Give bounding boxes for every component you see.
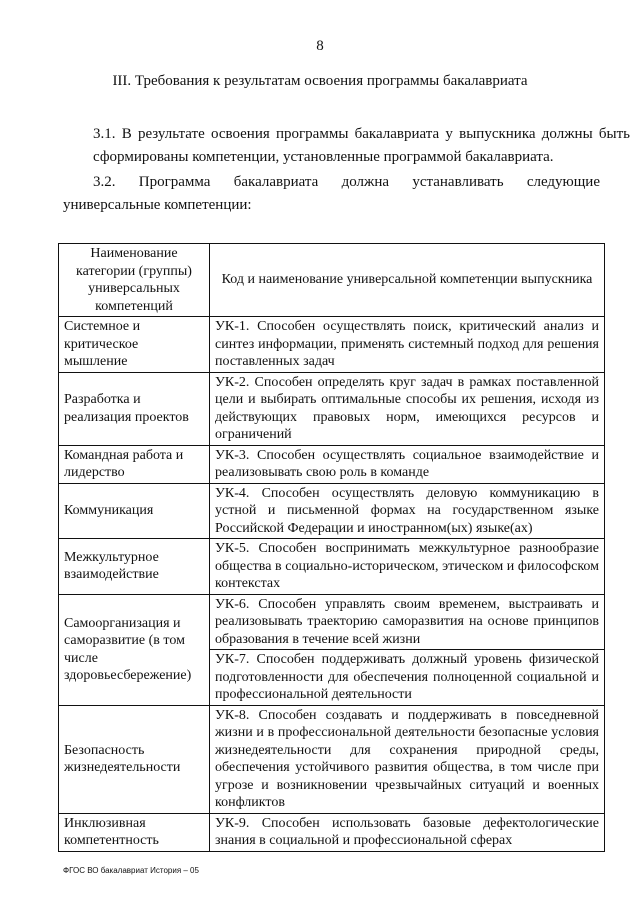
p32-word: устанавливать [412,174,504,190]
header-category: Наименование категории (группы) универсальных компетенций [59,244,210,317]
competence-cell: УК-8. Способен создавать и поддерживать в повседневной жизни и в профессиональной деятельности безопасные условия жизнедеятельности для сохранения природной среды, обеспечения устойчивого развития общества, в том числе при угрозе и возникновении чрезвычайных ситуаций и военных конфликтов [210,705,605,813]
category-cell: Безопасность жизнедеятельности [59,705,210,813]
p32-word: 3.2. [93,174,116,190]
table-row [59,317,605,373]
header-code: Код и наименование универсальной компетенции выпускника [210,244,605,317]
table-row [59,445,605,483]
competence-cell: УК-5. Способен воспринимать межкультурное разнообразие общества в социально-историческом, этическом и философском контекстах [210,539,605,595]
footer-note: ФГОС ВО бакалавриат История – 05 [63,866,199,875]
category-cell: Инклюзивная компетентность [59,813,210,851]
paragraph-3-2-first-line [63,171,600,194]
competence-cell: УК-3. Способен осуществлять социальное взаимодействие и реализовывать свою роль в команде [210,445,605,483]
competence-cell: УК-1. Способен осуществлять поиск, критический анализ и синтез информации, применять системный подход для решения поставленных задач [210,317,605,373]
table-row [59,813,605,851]
category-cell: Системное и критическое мышление [59,317,210,373]
table-row [59,372,605,445]
competencies-table [58,243,605,852]
p32-word: следующие [526,174,600,190]
competence-cell: УК-9. Способен использовать базовые дефектологические знания в социальной и профессиональной сферах [210,813,605,851]
p32-word: Программа [138,174,211,190]
paragraph-3-2 [63,171,600,217]
page-number: 8 [316,38,324,54]
competence-cell: УК-7. Способен поддерживать должный уровень физической подготовленности для обеспечения полноценной социальной и профессиональной деятельности [210,650,605,706]
table-row [59,539,605,595]
competence-cell: УК-6. Способен управлять своим временем, выстраивать и реализовывать траекторию саморазвития на основе принципов образования в течение всей жизни [210,594,605,650]
category-cell: Командная работа и лидерство [59,445,210,483]
category-cell: Самоорганизация и саморазвитие (в том числе здоровьесбережение) [59,594,210,705]
paragraph-3-2-rest: универсальные компетенции: [63,197,252,213]
competence-cell: УК-4. Способен осуществлять деловую коммуникацию в устной и письменной формах на государственном языке Российской Федерации и иностранном(ых) языке(ах) [210,483,605,539]
table-row [59,705,605,813]
category-cell: Коммуникация [59,483,210,539]
section-title: III. Требования к результатам освоения программы бакалавриата [112,73,528,89]
competence-cell: УК-2. Способен определять круг задач в рамках поставленной цели и выбирать оптимальные способы их решения, исходя из действующих правовых норм, имеющихся ресурсов и ограничений [210,372,605,445]
p32-word: бакалавриата [233,174,319,190]
paragraph-3-1: 3.1. В результате освоения программы бакалавриата у выпускника должны быть сформированы компетенции, установленные программой бакалавриата. [93,126,630,165]
p32-word: должна [341,174,390,190]
table-row [59,594,605,650]
table-header-row [59,244,605,317]
category-cell: Межкультурное взаимодействие [59,539,210,595]
table-row [59,483,605,539]
category-cell: Разработка и реализация проектов [59,372,210,445]
